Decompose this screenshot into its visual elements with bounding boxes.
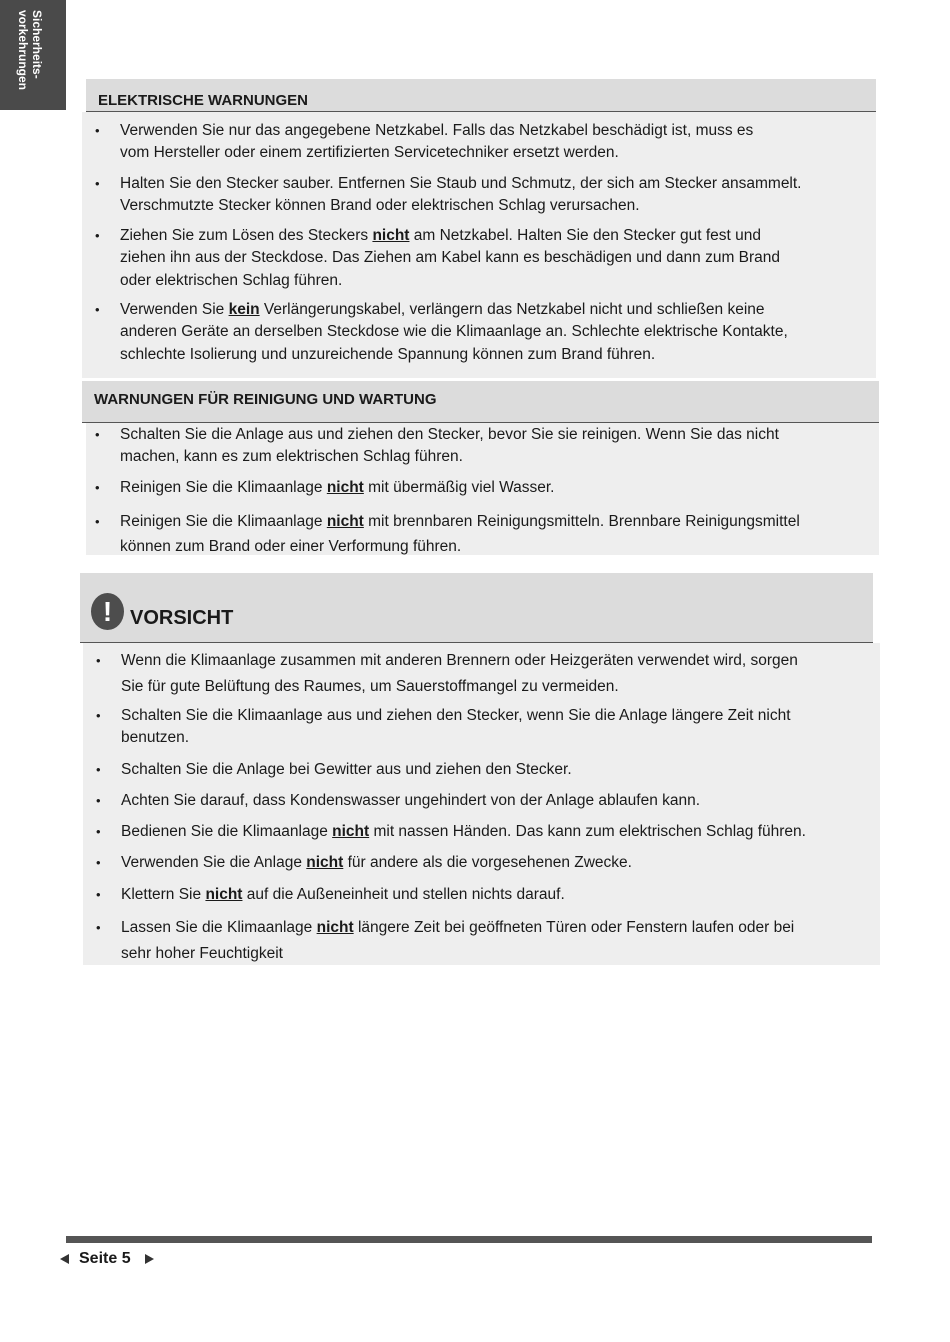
section-body [83, 643, 880, 965]
bullet-icon: • [96, 824, 101, 840]
bullet-list [83, 648, 880, 967]
section-title: WARNUNGEN FÜR REINIGUNG UND WARTUNG [94, 391, 437, 408]
side-tab[interactable] [0, 0, 66, 110]
bullet-icon: • [95, 175, 100, 191]
bullet-icon: • [95, 228, 100, 244]
list-item: • Halten Sie den Stecker sauber. Entfernen Sie Staub und Schmutz, der sich am Stecker ansammelt. Verschmutzte Stecker können Brand oder elektrischen Schlag verursachen. [95, 174, 802, 214]
emphasis: nicht [326, 512, 364, 530]
list-item: • Verwenden Sie nur das angegebene Netzkabel. Falls das Netzkabel beschädigt ist, muss es vom Hersteller oder einem zertifizierten Servicetechniker ersetzt werden. [95, 122, 754, 162]
bullet-icon: • [95, 427, 100, 442]
bullet-icon: • [96, 855, 101, 871]
section-cleaning-warnings [82, 381, 879, 555]
bullet-icon: • [95, 479, 100, 495]
bullet-icon: • [96, 653, 101, 668]
emphasis: nicht [372, 227, 410, 245]
next-page-arrow-icon[interactable] [145, 1254, 154, 1264]
list-item: • Lassen Sie die Klimaanlage nicht längere Zeit bei geöffneten Türen oder Fenstern laufen oder bei sehr hoher Feuchtigkeit [83, 915, 880, 967]
section-header [82, 381, 879, 423]
list-item: • Schalten Sie die Anlage bei Gewitter aus und ziehen den Stecker. [83, 759, 880, 781]
section-electrical-warnings [82, 79, 876, 378]
section-caution [80, 573, 880, 965]
list-item: • Reinigen Sie die Klimaanlage nicht mit übermäßig viel Wasser. [82, 477, 879, 499]
emphasis: nicht [316, 919, 354, 937]
list-item: • Achten Sie darauf, dass Kondenswasser ungehindert von der Anlage ablaufen kann. [83, 790, 880, 812]
emphasis: kein [228, 301, 260, 319]
list-item: • Verwenden Sie kein Verlängerungskabel, verlängern das Netzkabel nicht und schließen keine anderen Geräte an derselben Steckdose wie die Klimaanlage an. Schlechte elektrische Kontakte, schlechte Isolierung und unzureichende Spannung können zum Brand führen. [95, 301, 788, 363]
section-title: ELEKTRISCHE WARNUNGEN [98, 92, 309, 109]
bullet-icon: • [95, 513, 100, 529]
list-item: • Wenn die Klimaanlage zusammen mit anderen Brennern oder Heizgeräten verwendet wird, sorgen Sie für gute Belüftung des Raumes, um Sauerstoffmangel zu vermeiden. [83, 648, 880, 700]
list-item: • Schalten Sie die Anlage aus und ziehen den Stecker, bevor Sie sie reinigen. Wenn Sie das nicht machen, kann es zum elektrischen Schlag führen. [95, 426, 779, 466]
bullet-icon: • [96, 708, 101, 723]
list-item: • Reinigen Sie die Klimaanlage nicht mit brennbaren Reinigungsmitteln. Brennbare Reinigungsmittel können zum Brand oder einer Verformung führen. [82, 509, 879, 559]
page-footer [60, 1249, 154, 1269]
bullet-icon: • [96, 920, 101, 936]
list-item: • Schalten Sie die Klimaanlage aus und ziehen den Stecker, wenn Sie die Anlage längere Zeit nicht benutzen. [96, 707, 791, 747]
emphasis: nicht [326, 478, 364, 496]
section-body [86, 423, 879, 555]
bullet-icon: • [96, 792, 101, 808]
previous-page-arrow-icon[interactable] [60, 1254, 69, 1264]
list-item: • Klettern Sie nicht auf die Außeneinheit und stellen nichts darauf. [83, 884, 880, 906]
caution-header [80, 573, 873, 643]
section-body [82, 112, 876, 378]
list-item: • Ziehen Sie zum Lösen des Steckers nicht am Netzkabel. Halten Sie den Stecker gut fest und ziehen ihn aus der Steckdose. Das Ziehen am Kabel kann es beschädigen und dann zum Brand oder elektrischen Schlag führen. [95, 227, 781, 289]
page-number: Seite 5 [79, 1250, 131, 1267]
list-item: • Bedienen Sie die Klimaanlage nicht mit nassen Händen. Das kann zum elektrischen Schlag führen. [83, 821, 880, 843]
bullet-icon: • [96, 761, 101, 777]
caution-title: VORSICHT [130, 607, 234, 629]
bullet-icon: • [95, 123, 100, 138]
emphasis: nicht [205, 885, 243, 903]
bullet-icon: • [96, 886, 101, 902]
bullet-icon: • [95, 302, 100, 318]
emphasis: nicht [332, 823, 370, 841]
footer-rule [66, 1236, 872, 1243]
exclamation-icon: ! [91, 593, 124, 630]
section-header [86, 79, 876, 112]
list-item: • Verwenden Sie die Anlage nicht für andere als die vorgesehenen Zwecke. [83, 852, 880, 874]
bullet-list [82, 120, 876, 366]
side-tab-label: Sicherheits- vorkehrungen [16, 10, 44, 91]
bullet-list [86, 424, 879, 559]
emphasis: nicht [306, 854, 344, 872]
